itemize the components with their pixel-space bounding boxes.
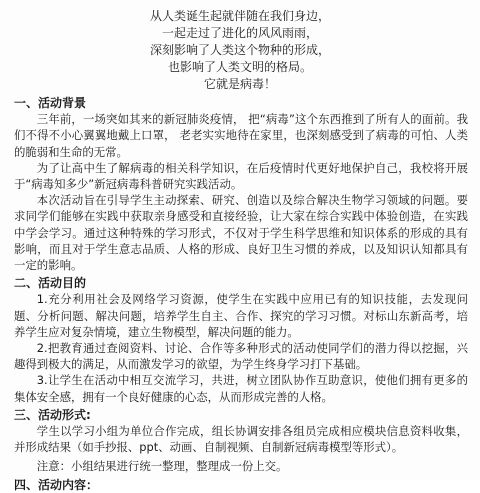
poem-line: 一起走过了进化的风风雨雨， [161, 26, 318, 40]
document-body [0, 95, 480, 493]
paragraph: 3.让学生在活动中相互交流学习，共进，树立团队协作互助意识，使他们拥有更多的集体安全感，拥有一个良好健康的心态，从而形成完善的人格。 [14, 373, 468, 404]
intro-poem [0, 8, 480, 93]
paragraph: 为了让高中生了解病毒的相关科学知识，在后疫情时代更好地保护自己，我校将开展于“病毒知多少”新冠病毒科普研究实践活动。 [14, 160, 468, 192]
paragraph: 注意：小组结果进行统一整理，整理成一份上交。 [36, 459, 288, 474]
paragraph: 1.充分利用社会及网络学习资源，使学生在实践中应用已有的知识技能，去发现问题、分析问题、解决问题，培养学生自主、合作、探究的学习习惯。对标山东新高考，培养学生应对复杂情境，建立生物模型，解决问题的能力。 [14, 292, 468, 339]
paragraph: 学生以学习小组为单位合作完成，组长协调安排各组员完成相应模块信息资料收集，并形成结果（如手抄报、ppt、动画、自制视频、自制新冠病毒模型等形式）。 [14, 424, 468, 455]
paragraph: 三年前，一场突如其来的新冠肺炎疫情， 把“病毒”这个东西推到了所有人的面前。我们不得不小心翼翼地戴上口罩， 老老实实地待在家里，也深刻感受到了病毒的可怕、人类的脆弱和生命的无常。 [14, 112, 468, 159]
paragraph: 2.把教育通过查阅资料、讨论、合作等多种形式的活动使同学们的潜力得以挖掘，兴趣得到极大的满足，从而激发学习的欲望，为学生终身学习打下基础。 [14, 341, 468, 372]
section-heading-background: 一、活动背景 [14, 96, 87, 110]
section-heading-content: 四、活动内容： [14, 477, 99, 492]
paragraph: 本次活动旨在引导学生主动探索、研究、创造以及综合解决生物学习领域的问题。要求同学们能够在实践中获取亲身感受和直接经验，让大家在综合实践中体验创造，在实践中学会学习。通过这种特殊的学习形式，不仅对于学生科学思维和知识体系的形成的具有影响，而且对于学生意志品质、人格的形成、良好卫生习惯的养成，以及知识认知都具有一定的影响。 [14, 193, 468, 273]
section-heading-goals: 二、活动目的 [14, 276, 87, 291]
section-heading-format: 三、活动形式: [14, 407, 91, 422]
poem-line: 深刻影响了人类这个物种的形成， [149, 43, 330, 57]
poem-line: 也影响了人类文明的格局。 [167, 60, 312, 74]
poem-line: 它就是病毒！ [203, 77, 276, 91]
poem-line: 从人类诞生起就伴随在我们身边， [149, 9, 330, 23]
